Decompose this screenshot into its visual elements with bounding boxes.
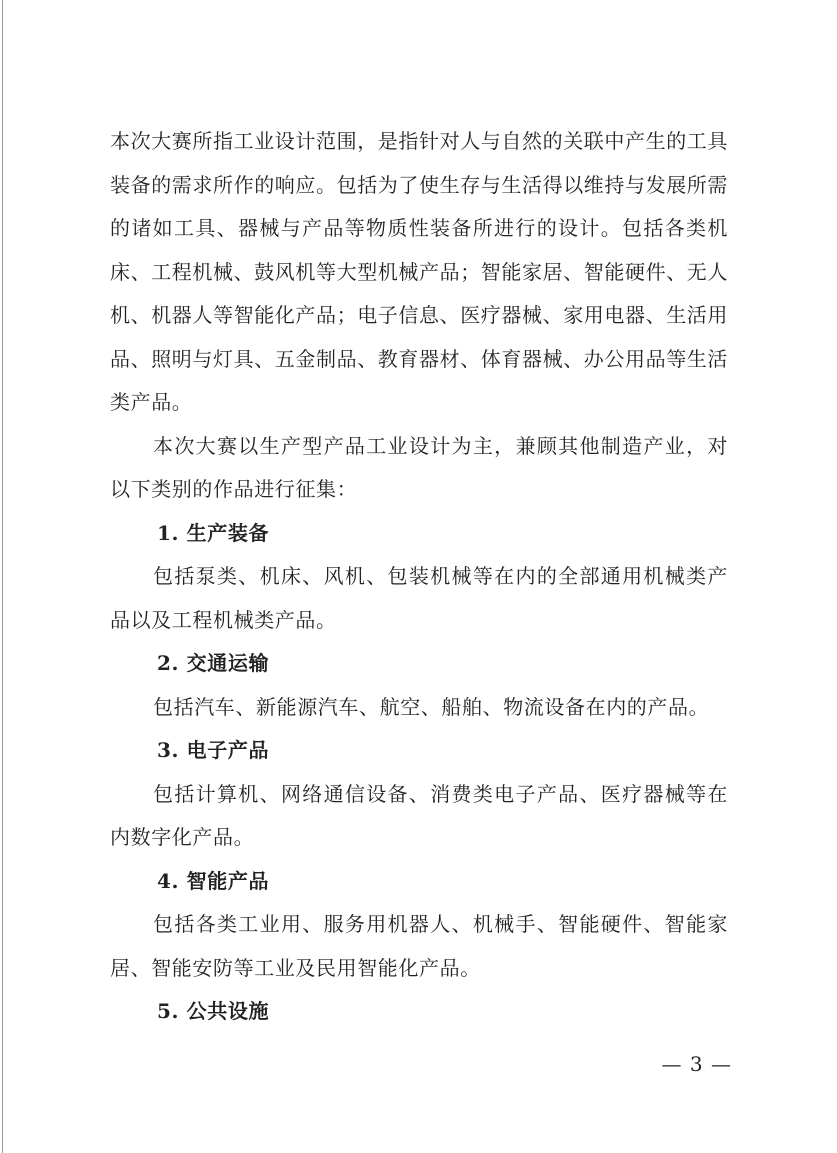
category-heading-public-facilities: 5. 公共设施	[157, 999, 270, 1023]
category-text-electronics: 包括计算机、网络通信设备、消费类电子产品、医疗器械等在内数字化产品。	[110, 781, 728, 849]
scope-paragraph: 本次大赛以生产型产品工业设计为主，兼顾其他制造产业，对以下类别的作品进行征集：	[110, 433, 728, 501]
document-body	[110, 120, 728, 1034]
category-heading-production-equipment: 1. 生产装备	[157, 520, 270, 545]
category-text-transportation: 包括汽车、新能源汽车、航空、船舶、物流设备在内的产品。	[153, 694, 710, 719]
category-text-production-equipment: 包括泵类、机床、风机、包装机械等在内的全部通用机械类产品以及工程机械类产品。	[110, 564, 728, 632]
page-edge-line	[2, 0, 3, 1153]
category-text-smart-products: 包括各类工业用、服务用机器人、机械手、智能硬件、智能家居、智能安防等工业及民用智能化产品。	[110, 912, 728, 980]
category-heading-transportation: 2. 交通运输	[157, 651, 270, 675]
intro-paragraph: 本次大赛所指工业设计范围，是指针对人与自然的关联中产生的工具装备的需求所作的响应。包括为了使生存与生活得以维持与发展所需的诸如工具、器械与产品等物质性装备所进行的设计。包括各类机床、工程机械、鼓风机等大型机械产品；智能家居、智能硬件、无人机、机器人等智能化产品；电子信息、医疗器械、家用电器、生活用品、照明与灯具、五金制品、教育器材、体育器械、办公用品等生活类产品。	[110, 129, 728, 414]
category-heading-smart-products: 4. 智能产品	[157, 868, 270, 893]
page-number: — 3 —	[661, 1052, 732, 1076]
category-heading-electronics: 3. 电子产品	[157, 738, 270, 762]
